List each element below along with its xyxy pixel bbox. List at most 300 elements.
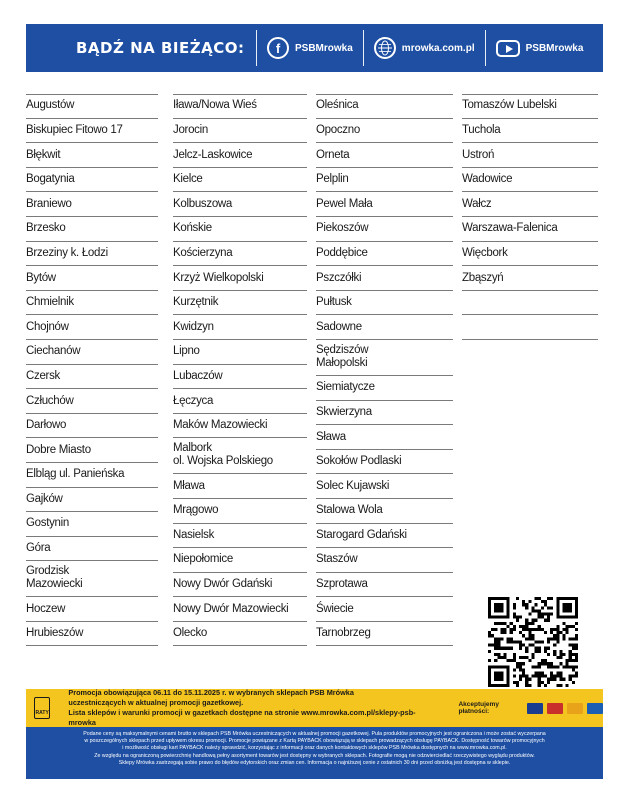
qr-module bbox=[525, 625, 528, 628]
store-list-item: Mrągowo bbox=[173, 499, 307, 524]
store-list-item: Szprotawa bbox=[316, 573, 453, 598]
qr-module bbox=[504, 656, 507, 659]
store-list-item: Ciechanów bbox=[26, 340, 158, 365]
qr-module bbox=[575, 622, 578, 625]
qr-module bbox=[528, 637, 531, 640]
store-list-item: Zbąszyń bbox=[462, 266, 598, 291]
store-list-item: Świecie bbox=[316, 597, 453, 622]
facebook-icon: f bbox=[267, 37, 289, 59]
qr-module bbox=[535, 665, 538, 668]
store-list-item: Oleśnica bbox=[316, 94, 453, 119]
footer-line: w poszczególnych sklepach przed upływem okresu promocji. Promocje powiązane z Kartą PAYBACK obowiązują w sklepach prowadzących obsługę PAYBACK. Dostępność towarów promocyjnych bbox=[84, 738, 545, 745]
store-list-item: Biskupiec Fitowo 17 bbox=[26, 119, 158, 144]
qr-module bbox=[531, 622, 534, 625]
qr-module bbox=[525, 619, 528, 622]
qr-module bbox=[488, 631, 491, 634]
calendar-icon bbox=[34, 697, 50, 719]
qr-module bbox=[513, 659, 516, 662]
qr-module bbox=[494, 647, 497, 650]
qr-module bbox=[544, 662, 547, 665]
qr-module bbox=[556, 625, 559, 628]
qr-module bbox=[541, 640, 544, 643]
divider bbox=[363, 30, 364, 66]
qr-module bbox=[510, 647, 513, 650]
qr-module bbox=[528, 631, 531, 634]
qr-module bbox=[513, 656, 516, 659]
qr-finder-pattern bbox=[494, 671, 503, 680]
qr-module bbox=[553, 634, 556, 637]
qr-module bbox=[522, 675, 525, 678]
qr-module bbox=[494, 659, 497, 662]
qr-module bbox=[575, 644, 578, 647]
payments-label: Akceptujemy płatności: bbox=[458, 701, 499, 715]
qr-module bbox=[525, 650, 528, 653]
globe-icon-svg bbox=[377, 40, 393, 56]
qr-module bbox=[494, 622, 497, 625]
qr-module bbox=[541, 662, 544, 665]
qr-module bbox=[513, 628, 516, 631]
qr-module bbox=[569, 675, 572, 678]
qr-module bbox=[531, 609, 534, 612]
divider bbox=[256, 30, 257, 66]
qr-module bbox=[562, 628, 565, 631]
store-list-item: Kolbuszowa bbox=[173, 192, 307, 217]
store-list-item: Gajków bbox=[26, 488, 158, 513]
store-list-item: Darłowo bbox=[26, 414, 158, 439]
store-list-item: Pszczółki bbox=[316, 266, 453, 291]
qr-module bbox=[559, 684, 562, 687]
qr-module bbox=[488, 644, 491, 647]
qr-module bbox=[553, 665, 556, 668]
qr-module bbox=[535, 597, 538, 600]
qr-module bbox=[562, 622, 565, 625]
qr-module bbox=[528, 628, 531, 631]
qr-module bbox=[538, 640, 541, 643]
store-list-item: Opoczno bbox=[316, 119, 453, 144]
qr-module bbox=[504, 653, 507, 656]
store-list-item: Człuchów bbox=[26, 389, 158, 414]
qr-module bbox=[550, 631, 553, 634]
qr-module bbox=[566, 662, 569, 665]
qr-module bbox=[550, 637, 553, 640]
qr-module bbox=[538, 681, 541, 684]
qr-module bbox=[522, 644, 525, 647]
qr-module bbox=[500, 622, 503, 625]
qr-module bbox=[544, 613, 547, 616]
qr-module bbox=[566, 659, 569, 662]
store-list-item: Tomaszów Lubelski bbox=[462, 94, 598, 119]
store-list-item: Pelplin bbox=[316, 168, 453, 193]
store-list-item: Maków Mazowiecki bbox=[173, 414, 307, 439]
store-name-text: Malbork ol. Wojska Polskiego bbox=[173, 441, 273, 468]
qr-module bbox=[550, 665, 553, 668]
store-list-item: Wałcz bbox=[462, 192, 598, 217]
qr-module bbox=[538, 613, 541, 616]
qr-module bbox=[497, 656, 500, 659]
store-list-item: Końskie bbox=[173, 217, 307, 242]
qr-module bbox=[544, 600, 547, 603]
qr-module bbox=[547, 681, 550, 684]
qr-module bbox=[572, 675, 575, 678]
store-list-item: Sława bbox=[316, 425, 453, 450]
qr-module bbox=[531, 675, 534, 678]
qr-module bbox=[538, 625, 541, 628]
qr-module bbox=[569, 644, 572, 647]
store-column-2 bbox=[173, 94, 307, 646]
store-list-item: Wadowice bbox=[462, 168, 598, 193]
qr-module bbox=[528, 634, 531, 637]
qr-module bbox=[559, 678, 562, 681]
qr-module bbox=[575, 647, 578, 650]
store-list-item: Chmielnik bbox=[26, 291, 158, 316]
qr-module bbox=[504, 631, 507, 634]
qr-module bbox=[497, 644, 500, 647]
qr-module bbox=[544, 647, 547, 650]
store-list-item bbox=[316, 340, 453, 376]
store-list-item: Dobre Miasto bbox=[26, 438, 158, 463]
store-list-item: Nasielsk bbox=[173, 524, 307, 549]
qr-module bbox=[553, 637, 556, 640]
store-list-item: Gostynin bbox=[26, 512, 158, 537]
qr-module bbox=[547, 640, 550, 643]
qr-module bbox=[494, 637, 497, 640]
qr-module bbox=[497, 622, 500, 625]
qr-module bbox=[572, 659, 575, 662]
footer-line: Sklepy Mrówka zastrzegają sobie prawo do błędów edytorskich oraz zmian cen. Informacja o najniższej cenie z ostatnich 30 dni przed obniżką jest dostępna w sklepie. bbox=[118, 759, 511, 766]
store-list-item: Kurzętnik bbox=[173, 291, 307, 316]
qr-module bbox=[559, 671, 562, 674]
qr-module bbox=[556, 671, 559, 674]
legal-footer bbox=[26, 727, 603, 779]
qr-module bbox=[510, 631, 513, 634]
qr-module bbox=[538, 650, 541, 653]
qr-module bbox=[547, 665, 550, 668]
qr-module bbox=[522, 634, 525, 637]
qr-module bbox=[513, 653, 516, 656]
qr-module bbox=[494, 628, 497, 631]
store-list-item: Lipno bbox=[173, 340, 307, 365]
qr-module bbox=[541, 681, 544, 684]
qr-module bbox=[553, 653, 556, 656]
qr-module bbox=[535, 675, 538, 678]
qr-module bbox=[519, 631, 522, 634]
store-list-item: Łęczyca bbox=[173, 389, 307, 414]
qr-module bbox=[538, 597, 541, 600]
store-list-item: Siemiatycze bbox=[316, 376, 453, 401]
qr-module bbox=[488, 634, 491, 637]
store-column-1 bbox=[26, 94, 158, 646]
qr-module bbox=[556, 684, 559, 687]
qr-module bbox=[550, 671, 553, 674]
qr-module bbox=[491, 644, 494, 647]
qr-module bbox=[541, 675, 544, 678]
qr-module bbox=[547, 597, 550, 600]
qr-module bbox=[562, 637, 565, 640]
divider bbox=[485, 30, 486, 66]
qr-module bbox=[575, 637, 578, 640]
qr-module bbox=[547, 606, 550, 609]
store-list-item: Nowy Dwór Mazowiecki bbox=[173, 597, 307, 622]
payment-card-icon bbox=[547, 703, 563, 714]
footer-line: Podane ceny są maksymalnymi cenami brutto w sklepach PSB Mrówka uczestniczących w aktualnej promocji gazetkowej. Pula produktów promocyjnych jest ograniczona i może zostać wyczerpana bbox=[83, 731, 546, 737]
qr-module bbox=[497, 637, 500, 640]
qr-module bbox=[519, 668, 522, 671]
store-list-item: Ustroń bbox=[462, 143, 598, 168]
qr-module bbox=[510, 659, 513, 662]
qr-module bbox=[544, 650, 547, 653]
store-list-item: Orneta bbox=[316, 143, 453, 168]
qr-module bbox=[566, 665, 569, 668]
payment-card-icon bbox=[527, 703, 543, 714]
store-column-4 bbox=[462, 94, 598, 340]
qr-module bbox=[572, 681, 575, 684]
store-list-item: Krzyż Wielkopolski bbox=[173, 266, 307, 291]
store-list-item: Poddębice bbox=[316, 242, 453, 267]
qr-module bbox=[541, 600, 544, 603]
qr-module bbox=[559, 675, 562, 678]
qr-module bbox=[525, 622, 528, 625]
qr-module bbox=[522, 625, 525, 628]
qr-module bbox=[513, 668, 516, 671]
qr-module bbox=[575, 628, 578, 631]
promo-text bbox=[68, 688, 418, 728]
qr-module bbox=[491, 634, 494, 637]
qr-module bbox=[522, 668, 525, 671]
store-list-item: Tarnobrzeg bbox=[316, 622, 453, 647]
qr-module bbox=[547, 616, 550, 619]
qr-module bbox=[553, 650, 556, 653]
promo-line: Lista sklepów i warunki promocji w gazetkach dostępne na stronie www.mrowka.com.pl/sklepy-psb-mrowka bbox=[68, 708, 416, 727]
qr-module bbox=[562, 653, 565, 656]
qr-module bbox=[516, 684, 519, 687]
store-list-item: Jelcz-Laskowice bbox=[173, 143, 307, 168]
qr-module bbox=[569, 678, 572, 681]
store-list-item: Brzesko bbox=[26, 217, 158, 242]
qr-module bbox=[538, 609, 541, 612]
qr-module bbox=[541, 606, 544, 609]
qr-module bbox=[500, 637, 503, 640]
store-list-item bbox=[462, 315, 598, 340]
qr-module bbox=[569, 659, 572, 662]
qr-module bbox=[544, 659, 547, 662]
qr-module bbox=[556, 637, 559, 640]
qr-module bbox=[556, 634, 559, 637]
store-list bbox=[26, 94, 598, 654]
store-list-item: Kościerzyna bbox=[173, 242, 307, 267]
qr-module bbox=[569, 656, 572, 659]
qr-module bbox=[553, 628, 556, 631]
qr-module bbox=[494, 644, 497, 647]
qr-module bbox=[572, 625, 575, 628]
qr-module bbox=[525, 628, 528, 631]
qr-module bbox=[556, 640, 559, 643]
qr-module bbox=[510, 640, 513, 643]
qr-module bbox=[559, 631, 562, 634]
website-link[interactable] bbox=[374, 37, 475, 59]
qr-module bbox=[566, 628, 569, 631]
qr-module bbox=[572, 637, 575, 640]
youtube-label: PSBMrowka bbox=[525, 42, 584, 54]
header-banner bbox=[26, 24, 603, 72]
qr-module bbox=[507, 640, 510, 643]
store-list-item: Sokołów Podlaski bbox=[316, 450, 453, 475]
qr-code[interactable] bbox=[488, 597, 578, 687]
store-list-item: Niepołomice bbox=[173, 548, 307, 573]
qr-module bbox=[559, 653, 562, 656]
payment-card-icon bbox=[567, 703, 583, 714]
qr-module bbox=[535, 628, 538, 631]
qr-module bbox=[556, 665, 559, 668]
qr-module bbox=[525, 606, 528, 609]
website-label: mrowka.com.pl bbox=[401, 42, 475, 54]
qr-module bbox=[575, 675, 578, 678]
store-list-item: Hrubieszów bbox=[26, 622, 158, 647]
qr-module bbox=[513, 613, 516, 616]
qr-module bbox=[562, 678, 565, 681]
qr-module bbox=[516, 662, 519, 665]
qr-module bbox=[538, 675, 541, 678]
qr-module bbox=[538, 616, 541, 619]
store-list-item: Tuchola bbox=[462, 119, 598, 144]
qr-module bbox=[538, 671, 541, 674]
qr-module bbox=[531, 619, 534, 622]
qr-module bbox=[575, 653, 578, 656]
qr-module bbox=[535, 640, 538, 643]
store-list-item: Brzeziny k. Łodzi bbox=[26, 242, 158, 267]
qr-module bbox=[541, 613, 544, 616]
store-list-item: Kielce bbox=[173, 168, 307, 193]
qr-module bbox=[528, 659, 531, 662]
qr-module bbox=[500, 631, 503, 634]
store-list-item: Solec Kujawski bbox=[316, 474, 453, 499]
qr-module bbox=[572, 644, 575, 647]
qr-module bbox=[491, 628, 494, 631]
store-list-item: Skwierzyna bbox=[316, 401, 453, 426]
qr-module bbox=[519, 675, 522, 678]
youtube-link[interactable] bbox=[496, 40, 584, 57]
qr-module bbox=[516, 681, 519, 684]
qr-module bbox=[531, 606, 534, 609]
store-list-item: Olecko bbox=[173, 622, 307, 647]
qr-module bbox=[516, 640, 519, 643]
qr-module bbox=[507, 625, 510, 628]
qr-module bbox=[550, 613, 553, 616]
qr-module bbox=[562, 665, 565, 668]
qr-module bbox=[535, 671, 538, 674]
qr-module bbox=[538, 662, 541, 665]
qr-module bbox=[513, 625, 516, 628]
qr-module bbox=[494, 653, 497, 656]
payment-card-icon bbox=[587, 703, 603, 714]
qr-module bbox=[550, 662, 553, 665]
qr-module bbox=[541, 671, 544, 674]
qr-module bbox=[572, 668, 575, 671]
store-list-item: Staszów bbox=[316, 548, 453, 573]
qr-module bbox=[522, 662, 525, 665]
qr-module bbox=[507, 659, 510, 662]
qr-module bbox=[519, 616, 522, 619]
qr-module bbox=[513, 640, 516, 643]
qr-module bbox=[559, 662, 562, 665]
store-list-item: Kwidzyn bbox=[173, 315, 307, 340]
qr-module bbox=[541, 659, 544, 662]
youtube-icon bbox=[496, 40, 520, 57]
qr-module bbox=[525, 603, 528, 606]
facebook-label: PSBMrowka bbox=[295, 42, 353, 54]
qr-module bbox=[547, 662, 550, 665]
store-list-item: Mława bbox=[173, 474, 307, 499]
qr-module bbox=[572, 653, 575, 656]
qr-module bbox=[550, 678, 553, 681]
store-list-item: Elbląg ul. Panieńska bbox=[26, 463, 158, 488]
footer-line: Ze względu na ograniczoną powierzchnię handlową pełny asortyment towarów jest dostępny w wybranych sklepach. Fotografie mogą nie odzwierciedlać rzeczywistego wyglądu produktów. bbox=[94, 752, 535, 759]
qr-module bbox=[531, 637, 534, 640]
facebook-link[interactable] bbox=[267, 37, 353, 59]
qr-module bbox=[547, 653, 550, 656]
qr-module bbox=[516, 597, 519, 600]
promo-banner bbox=[26, 689, 603, 727]
qr-module bbox=[566, 625, 569, 628]
qr-module bbox=[522, 600, 525, 603]
qr-module bbox=[575, 671, 578, 674]
qr-module bbox=[522, 671, 525, 674]
qr-module bbox=[522, 603, 525, 606]
qr-module bbox=[528, 613, 531, 616]
qr-module bbox=[572, 665, 575, 668]
qr-module bbox=[528, 678, 531, 681]
qr-module bbox=[547, 637, 550, 640]
qr-module bbox=[497, 647, 500, 650]
store-name-text: Grodzisk Mazowiecki bbox=[26, 564, 83, 591]
qr-module bbox=[516, 619, 519, 622]
qr-module bbox=[504, 628, 507, 631]
qr-module bbox=[500, 647, 503, 650]
qr-module bbox=[566, 631, 569, 634]
store-list-item: Więcbork bbox=[462, 242, 598, 267]
qr-module bbox=[544, 603, 547, 606]
qr-module bbox=[510, 622, 513, 625]
qr-module bbox=[550, 606, 553, 609]
store-list-item: Błękwit bbox=[26, 143, 158, 168]
qr-module bbox=[556, 656, 559, 659]
qr-module bbox=[488, 659, 491, 662]
qr-module bbox=[528, 622, 531, 625]
qr-finder-pattern bbox=[494, 603, 503, 612]
qr-module bbox=[550, 675, 553, 678]
qr-module bbox=[569, 625, 572, 628]
store-list-item: Iława/Nowa Wieś bbox=[173, 94, 307, 119]
qr-module bbox=[500, 628, 503, 631]
store-list-item: Piekoszów bbox=[316, 217, 453, 242]
store-list-item bbox=[173, 438, 307, 474]
qr-module bbox=[556, 631, 559, 634]
qr-module bbox=[544, 684, 547, 687]
store-list-item: Lubaczów bbox=[173, 365, 307, 390]
qr-module bbox=[535, 603, 538, 606]
store-list-item: Starogard Gdański bbox=[316, 524, 453, 549]
qr-module bbox=[513, 606, 516, 609]
qr-module bbox=[488, 650, 491, 653]
qr-module bbox=[519, 665, 522, 668]
qr-module bbox=[525, 678, 528, 681]
qr-module bbox=[513, 681, 516, 684]
qr-module bbox=[535, 619, 538, 622]
store-column-3 bbox=[316, 94, 453, 646]
qr-module bbox=[522, 656, 525, 659]
qr-module bbox=[504, 647, 507, 650]
qr-module bbox=[538, 665, 541, 668]
qr-module bbox=[513, 603, 516, 606]
